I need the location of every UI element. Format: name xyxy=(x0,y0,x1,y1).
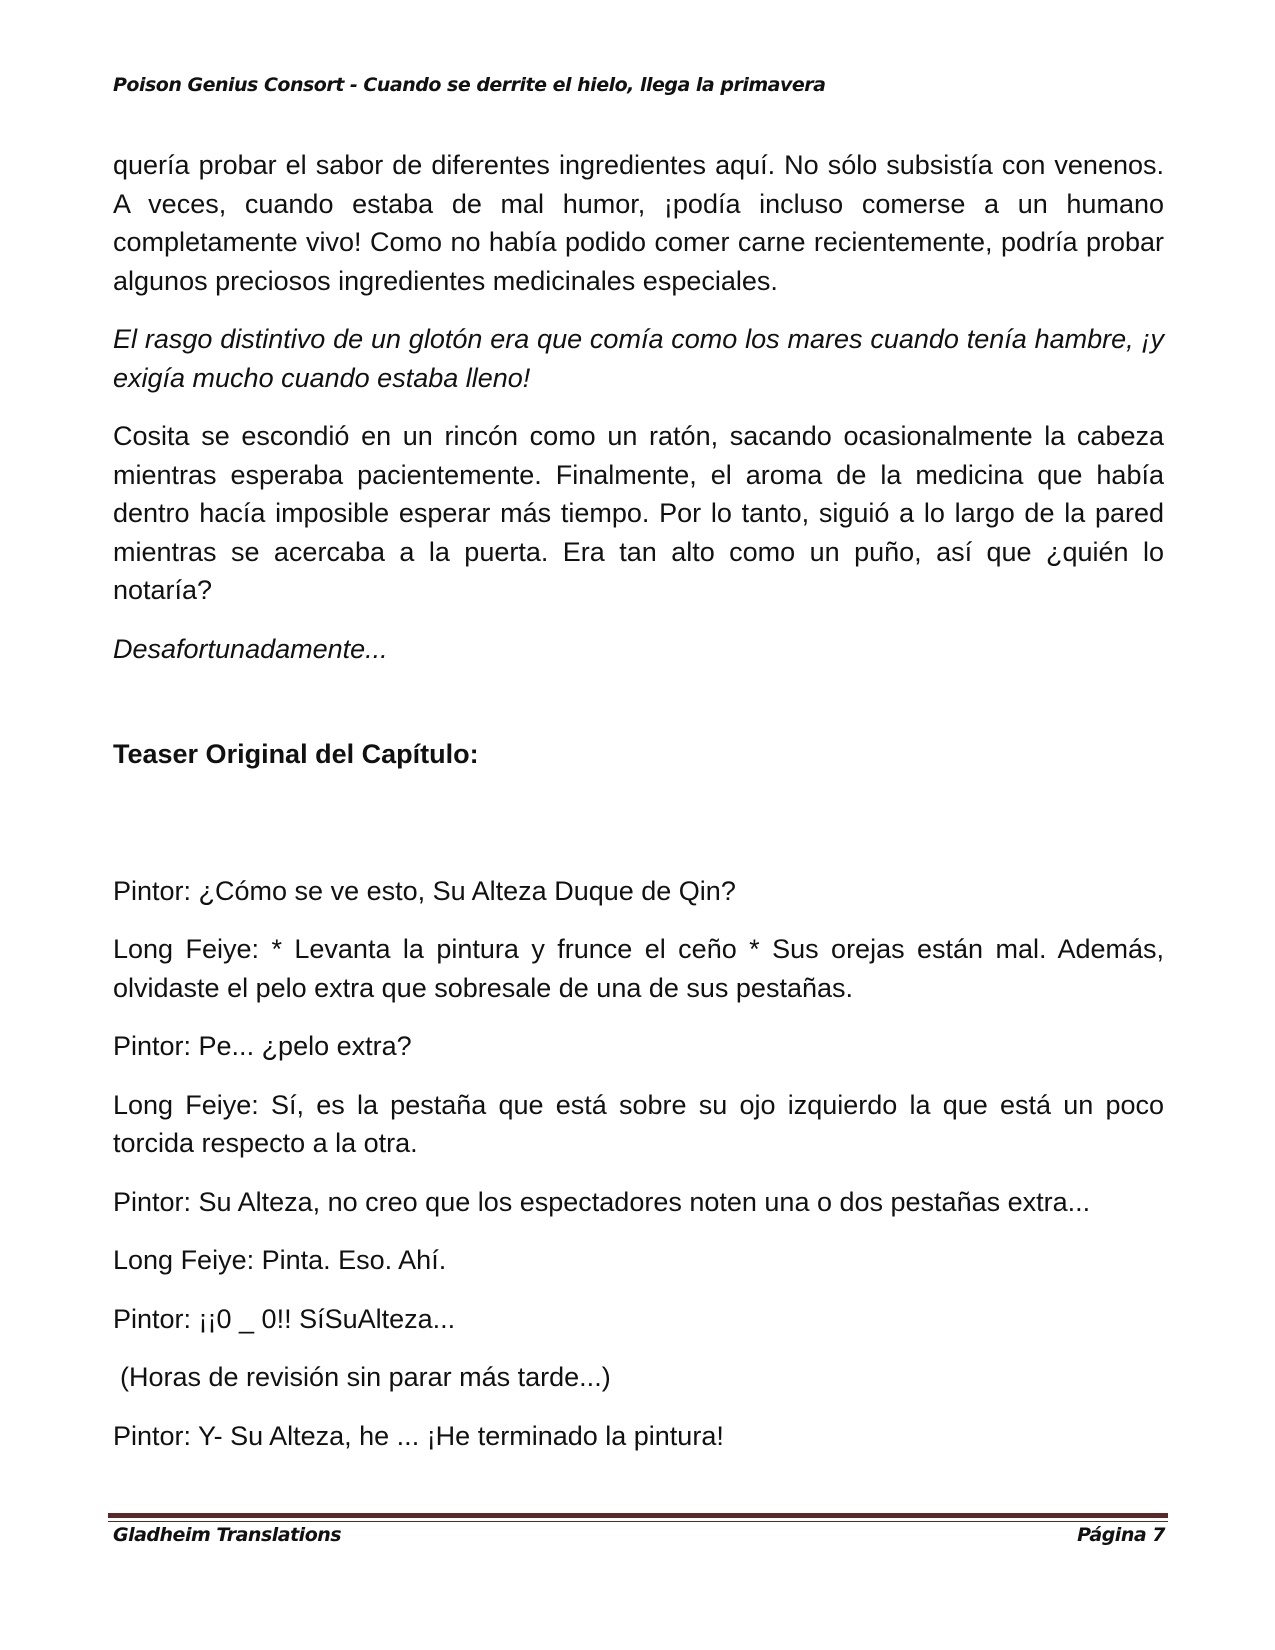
teaser-line-5: Pintor: Su Alteza, no creo que los espectadores noten una o dos pestañas extra... xyxy=(113,1186,1091,1217)
footer-publisher: Gladheim Translations xyxy=(113,1524,342,1546)
teaser-line-1: Pintor: ¿Cómo se ve esto, Su Alteza Duque de Qin? xyxy=(113,875,736,906)
teaser-line-4: Long Feiye: Sí, es la pestaña que está sobre su ojo izquierdo la que está un poco torcida respecto a la otra. xyxy=(113,1089,1164,1158)
body-paragraph-1: quería probar el sabor de diferentes ingredientes aquí. No sólo subsistía con venenos. A veces, cuando estaba de mal humor, ¡podía incluso comerse a un humano completamente vivo! Como no había podido comer carne recientemente, podría probar algunos preciosos ingredientes medicinales especiales. xyxy=(113,150,1164,296)
teaser-heading: Teaser Original del Capítulo: xyxy=(113,739,479,769)
page-header-title: Poison Genius Consort - Cuando se derrite el hielo, llega la primavera xyxy=(113,74,826,96)
body-paragraph-3: Cosita se escondió en un rincón como un ratón, sacando ocasionalmente la cabeza mientras esperaba pacientemente. Finalmente, el aroma de la medicina que había dentro hacía imposible esperar más tiempo. Por lo tanto, siguió a lo largo de la pared mientras se acercaba a la puerta. Era tan alto como un puño, así que ¿quién lo notaría? xyxy=(113,421,1164,605)
body-paragraph-2: El rasgo distintivo de un glotón era que comía como los mares cuando tenía hambre, ¡y exigía mucho cuando estaba lleno! xyxy=(113,324,1164,393)
teaser-line-2: Long Feiye: * Levanta la pintura y frunce el ceño * Sus orejas están mal. Además, olvidaste el pelo extra que sobresale de una de sus pestañas. xyxy=(113,934,1164,1003)
teaser-line-9: Pintor: Y- Su Alteza, he ... ¡He terminado la pintura! xyxy=(113,1420,724,1451)
teaser-line-6: Long Feiye: Pinta. Eso. Ahí. xyxy=(113,1245,447,1275)
footer-page-number: Página 7 xyxy=(1077,1524,1165,1546)
footer-divider-thick xyxy=(108,1513,1168,1518)
teaser-line-8: (Horas de revisión sin parar más tarde...) xyxy=(120,1362,611,1392)
body-paragraph-4: Desafortunadamente... xyxy=(113,633,388,664)
footer-divider-thin xyxy=(108,1521,1168,1522)
teaser-line-3: Pintor: Pe... ¿pelo extra? xyxy=(113,1031,412,1061)
teaser-line-7: Pintor: ¡¡0 _ 0!! SíSuAlteza... xyxy=(113,1303,456,1334)
page-body xyxy=(113,146,1164,1475)
